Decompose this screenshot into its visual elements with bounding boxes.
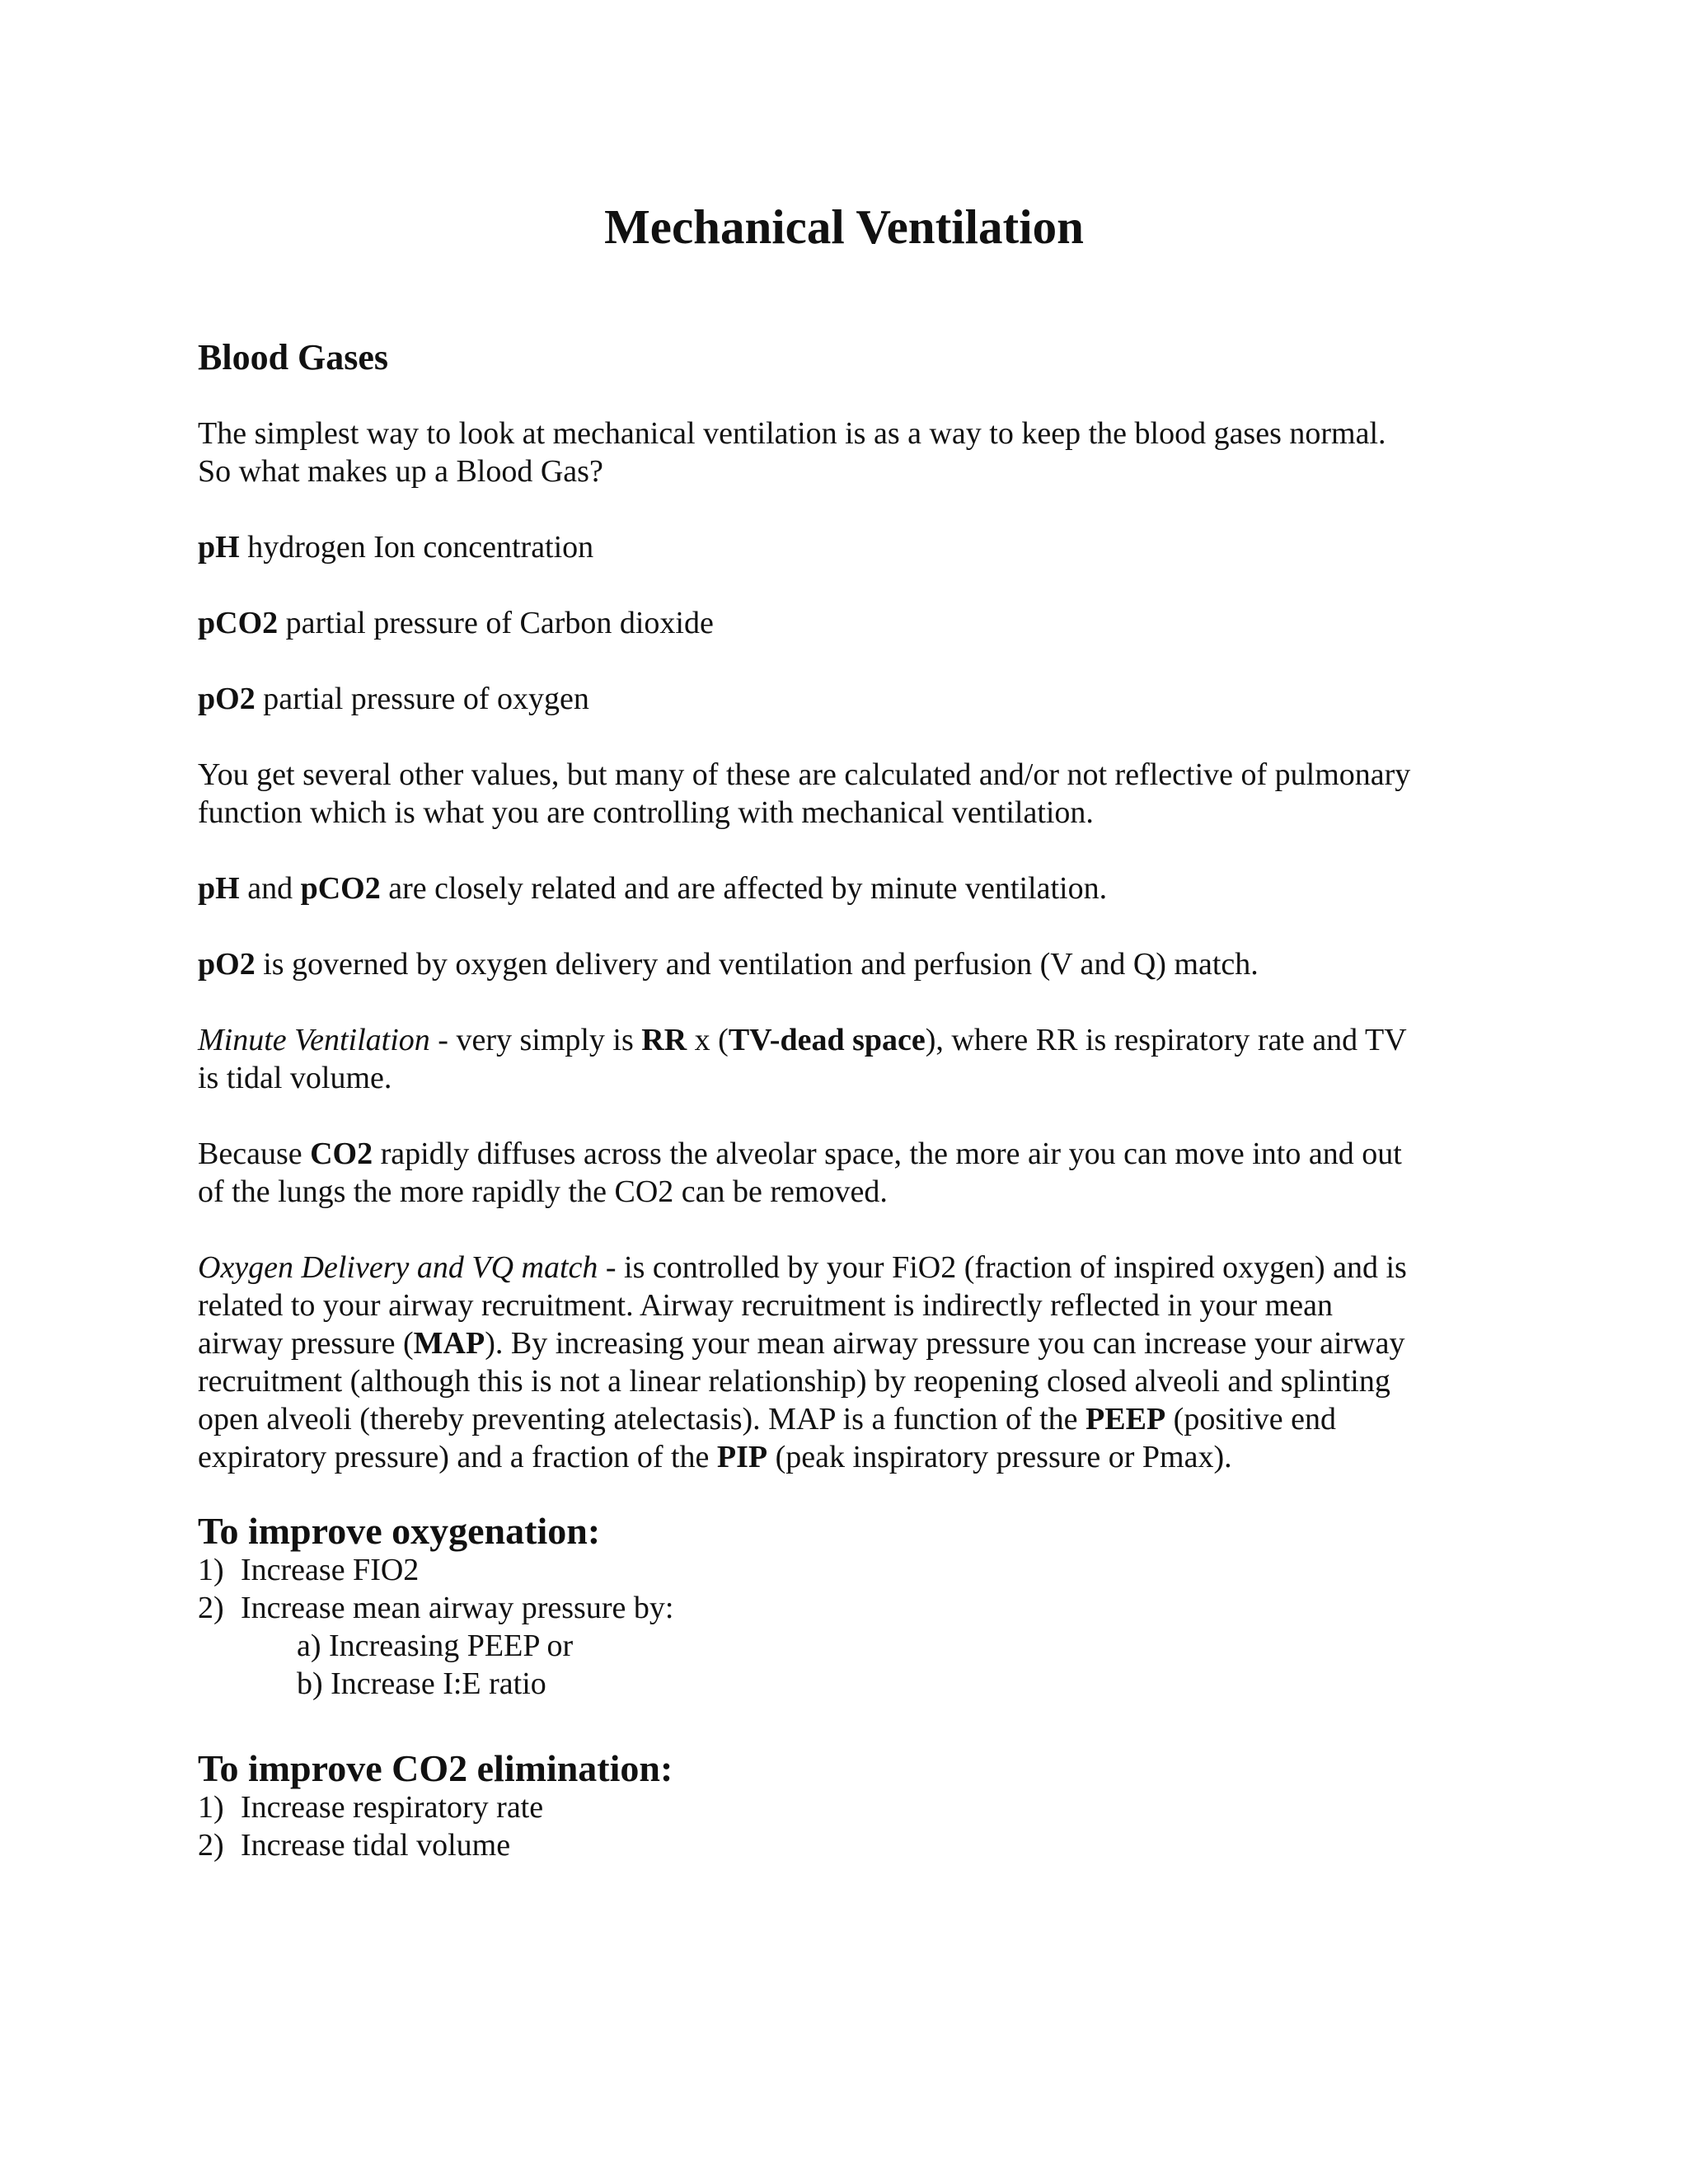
heading-improve-oxygenation: To improve oxygenation:: [198, 1510, 601, 1552]
list-item: [198, 1788, 543, 1826]
od-line-2: related to your airway recruitment. Airway recruitment is indirectly reflected in your mean: [198, 1288, 1333, 1323]
intro-line-2: So what makes up a Blood Gas?: [198, 454, 603, 489]
od-line-3: [198, 1324, 1525, 1362]
co2-elimination-list: [198, 1788, 543, 1864]
term-co2: CO2: [310, 1137, 373, 1171]
minute-line-2: is tidal volume.: [198, 1061, 392, 1095]
other-values-paragraph: [198, 756, 1525, 832]
list-number: 2): [198, 1591, 224, 1625]
od-line-4: recruitment (although this is not a linear relationship) by reopening closed alveoli and splinting: [198, 1364, 1390, 1399]
definition-ph: [198, 528, 1525, 566]
co2-paragraph: [198, 1135, 1525, 1211]
page-title: Mechanical Ventilation: [604, 199, 1084, 254]
list-text: Increase tidal volume: [241, 1828, 511, 1863]
od-term: Oxygen Delivery and VQ match: [198, 1250, 598, 1285]
term-pco2: pCO2: [198, 606, 279, 640]
oxygenation-list: [198, 1551, 673, 1703]
od-text-1: - is controlled by your FiO2 (fraction of inspired oxygen) and is: [598, 1250, 1407, 1285]
heading-improve-co2-elimination: To improve CO2 elimination:: [198, 1747, 673, 1789]
co2-text-1: Because: [198, 1137, 311, 1171]
od-l6c: (peak inspiratory pressure or Pmax).: [767, 1440, 1232, 1474]
od-l5a: open alveoli (thereby preventing atelectasis). MAP is a function of the: [198, 1402, 1086, 1436]
od-l3a: airway pressure (: [198, 1326, 414, 1361]
term-po2: pO2: [198, 682, 256, 716]
list-text: Increase FIO2: [241, 1553, 420, 1587]
od-l5c: (positive end: [1165, 1402, 1337, 1436]
po2-paragraph: [198, 945, 1525, 983]
ph-pco2-text-1: and: [239, 871, 301, 906]
term-ph: pH: [198, 530, 240, 565]
minute-ventilation-paragraph: [198, 1021, 1525, 1097]
minute-tv-dead-space: TV-dead space: [728, 1023, 926, 1057]
od-line-6: [198, 1438, 1525, 1476]
list-item: [198, 1589, 673, 1627]
list-number: 1): [198, 1790, 224, 1825]
intro-paragraph: [198, 415, 1525, 490]
definition-po2: [198, 680, 1525, 718]
term-peep: PEEP: [1085, 1402, 1166, 1436]
sub-list-item: a) Increasing PEEP or: [297, 1629, 574, 1663]
list-text: Increase respiratory rate: [241, 1790, 544, 1825]
oxygen-delivery-paragraph: [198, 1249, 1525, 1476]
term-pip: PIP: [716, 1440, 768, 1474]
definition-po2-text: partial pressure of oxygen: [255, 682, 589, 716]
minute-text-2: x (: [687, 1023, 729, 1057]
minute-line-1: [198, 1021, 1525, 1059]
co2-line-2: of the lungs the more rapidly the CO2 can be removed.: [198, 1174, 888, 1209]
od-l3c: ). By increasing your mean airway pressure you can increase your airway: [485, 1326, 1405, 1361]
list-text: Increase mean airway pressure by:: [241, 1591, 674, 1625]
od-l6a: expiratory pressure) and a fraction of the: [198, 1440, 717, 1474]
section-heading-blood-gases: Blood Gases: [198, 337, 389, 377]
od-line-5: [198, 1400, 1525, 1438]
ph-pco2-paragraph: [198, 869, 1525, 907]
po2-text: is governed by oxygen delivery and ventilation and perfusion (V and Q) match.: [255, 947, 1259, 982]
minute-term: Minute Ventilation: [198, 1023, 430, 1057]
list-number: 1): [198, 1553, 224, 1587]
od-line-1: [198, 1249, 1525, 1286]
definition-ph-text: hydrogen Ion concentration: [239, 530, 594, 565]
list-item: [198, 1551, 673, 1589]
term-pco2-2: pCO2: [300, 871, 381, 906]
term-ph-2: pH: [198, 871, 240, 906]
other-line-2: function which is what you are controlling with mechanical ventilation.: [198, 795, 1094, 830]
minute-rr: RR: [641, 1023, 687, 1057]
sub-list-item: b) Increase I:E ratio: [297, 1666, 546, 1701]
other-line-1: You get several other values, but many of these are calculated and/or not reflective of pulmonary: [198, 757, 1411, 792]
list-number: 2): [198, 1828, 224, 1863]
minute-text-1: - very simply is: [429, 1023, 642, 1057]
co2-text-2: rapidly diffuses across the alveolar space, the more air you can move into and out: [373, 1137, 1402, 1171]
definition-pco2-text: partial pressure of Carbon dioxide: [278, 606, 714, 640]
list-item: [198, 1826, 543, 1864]
term-map: MAP: [413, 1326, 485, 1361]
minute-text-3: ), where RR is respiratory rate and TV: [925, 1023, 1407, 1057]
co2-line-1: [198, 1135, 1525, 1173]
definition-pco2: [198, 604, 1525, 642]
intro-line-1: The simplest way to look at mechanical ventilation is as a way to keep the blood gases normal.: [198, 416, 1386, 451]
term-po2-2: pO2: [198, 947, 256, 982]
ph-pco2-text-2: are closely related and are affected by minute ventilation.: [380, 871, 1108, 906]
